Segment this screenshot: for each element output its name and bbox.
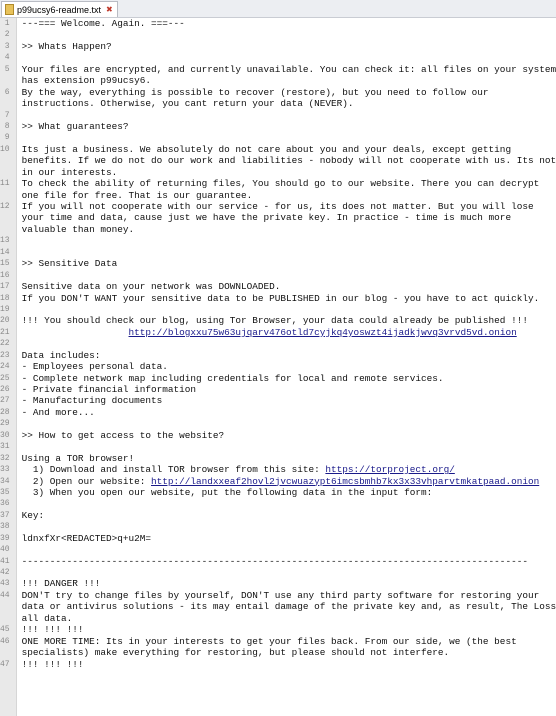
line-text: If you will not cooperate with our service - for us, its does not matter. But you will lose bbox=[21, 201, 534, 212]
text-line bbox=[17, 510, 556, 521]
line-number bbox=[0, 212, 16, 223]
text-line bbox=[17, 624, 556, 635]
line-number: 32 bbox=[0, 453, 10, 463]
line-text: Using a TOR browser! bbox=[21, 452, 135, 464]
tab-title: p99ucsy6-readme.txt bbox=[17, 4, 102, 15]
text-line bbox=[17, 315, 556, 326]
url-link[interactable]: https://torproject.org/ bbox=[325, 464, 455, 476]
text-line bbox=[17, 498, 556, 509]
text-line bbox=[17, 647, 556, 658]
text-line bbox=[17, 464, 556, 475]
line-number: 22 bbox=[0, 339, 10, 349]
text-line bbox=[17, 373, 556, 384]
text-line bbox=[17, 247, 556, 258]
text-line bbox=[17, 590, 556, 601]
line-text: !!! DANGER !!! bbox=[21, 578, 101, 590]
line-number: 6 bbox=[4, 87, 10, 97]
text-line bbox=[17, 75, 556, 86]
line-number: 33 bbox=[0, 465, 10, 475]
line-text: - Complete network map including credentials for local and remote services. bbox=[21, 372, 444, 384]
line-number: 13 bbox=[0, 236, 10, 246]
line-number: 8 bbox=[4, 121, 10, 131]
text-line bbox=[17, 476, 556, 487]
line-number: 5 bbox=[4, 64, 10, 74]
line-number: 34 bbox=[0, 476, 10, 486]
text-line bbox=[17, 281, 556, 292]
line-text: >> Whats Happen? bbox=[21, 40, 112, 52]
line-number: 14 bbox=[0, 247, 10, 257]
line-text: By the way, everything is possible to recover (restore), but you need to follow our bbox=[21, 86, 489, 98]
line-text: - Private financial information bbox=[21, 384, 197, 395]
line-text: ONE MORE TIME: Its in your interests to get your files back. From our side, we (the best bbox=[21, 635, 517, 647]
line-number bbox=[0, 613, 16, 624]
text-line bbox=[17, 338, 556, 349]
line-text: 2) Open our website: bbox=[21, 475, 152, 487]
line-text: >> How to get access to the website? bbox=[21, 429, 225, 441]
line-number: 7 bbox=[4, 110, 10, 120]
text-line bbox=[17, 41, 556, 52]
line-number: 36 bbox=[0, 499, 10, 509]
line-text: one file for free. That is our guarantee. bbox=[21, 189, 253, 201]
line-text: Its just a business. We absolutely do not care about you and your deals, except getting bbox=[21, 143, 512, 155]
text-line bbox=[17, 327, 556, 338]
line-text: !!! !!! !!! bbox=[21, 658, 84, 670]
text-line bbox=[17, 29, 556, 40]
line-text: !!! !!! !!! bbox=[21, 624, 84, 636]
line-text: Sensitive data on your network was DOWNLOADED. bbox=[21, 281, 281, 293]
line-number: 37 bbox=[0, 510, 10, 520]
line-text: If you DON'T WANT your sensitive data to be PUBLISHED in our blog - you have to act quickly. bbox=[21, 292, 540, 304]
text-line bbox=[17, 201, 556, 212]
line-text: all data. bbox=[21, 612, 73, 624]
text-line bbox=[17, 350, 556, 361]
text-line bbox=[17, 64, 556, 75]
line-text: benefits. If we do not do our work and liabilities - nobody will not cooperate with us. Its not bbox=[21, 155, 556, 167]
line-number: 46 bbox=[0, 636, 10, 646]
line-text: Your files are encrypted, and currently unavailable. You can check it: all files on your system bbox=[21, 63, 556, 75]
line-number: 11 bbox=[0, 179, 10, 189]
text-line bbox=[17, 384, 556, 395]
text-line bbox=[17, 567, 556, 578]
line-text: specialists) make everything for restoring, but please should not interfere. bbox=[21, 647, 450, 659]
url-link[interactable]: http://landxxeaf2hovl2jvcwuazypt6imcsbmhb7kx3x33vhparvtmkatpaad.onion bbox=[151, 475, 540, 487]
line-number: 24 bbox=[0, 362, 10, 372]
text-line bbox=[17, 544, 556, 555]
line-number bbox=[0, 167, 16, 178]
text-line bbox=[17, 361, 556, 372]
line-text: - And more... bbox=[21, 406, 95, 418]
line-number: 28 bbox=[0, 407, 10, 417]
line-text: DON'T try to change files by yourself, DON'T use any third party software for restoring your bbox=[21, 589, 540, 601]
line-text: !!! You should check our blog, using Tor Browser, your data could already be published !!! bbox=[21, 315, 528, 327]
line-number: 19 bbox=[0, 304, 10, 314]
text-line bbox=[17, 293, 556, 304]
line-number: 1 bbox=[4, 19, 10, 28]
line-number: 18 bbox=[0, 293, 10, 303]
line-text: ldnxfXr<REDACTED>q+u2M= bbox=[21, 532, 152, 544]
text-line bbox=[17, 212, 556, 223]
text-line bbox=[17, 144, 556, 155]
text-line bbox=[17, 487, 556, 498]
line-number: 21 bbox=[0, 327, 10, 337]
line-number: 45 bbox=[0, 625, 10, 635]
text-line bbox=[17, 407, 556, 418]
line-number: 27 bbox=[0, 396, 10, 406]
text-line bbox=[17, 556, 556, 567]
line-number bbox=[0, 647, 16, 658]
text-line bbox=[17, 52, 556, 63]
line-number: 44 bbox=[0, 590, 10, 600]
text-line bbox=[17, 636, 556, 647]
line-text: >> Sensitive Data bbox=[21, 258, 118, 270]
text-line bbox=[17, 258, 556, 269]
tab-bar bbox=[0, 0, 556, 18]
line-number: 38 bbox=[0, 522, 10, 532]
line-number bbox=[0, 155, 16, 166]
close-icon[interactable]: ✖ bbox=[106, 4, 113, 14]
line-number: 12 bbox=[0, 202, 10, 211]
line-text: - Manufacturing documents bbox=[21, 395, 163, 407]
line-text: ---=== Welcome. Again. ===--- bbox=[21, 18, 185, 29]
text-line bbox=[17, 601, 556, 612]
text-line bbox=[17, 155, 556, 166]
line-text: data or antivirus solutions - its may entail damage of the private key and, as result, The Loss bbox=[21, 601, 556, 613]
line-number-gutter bbox=[0, 18, 17, 716]
line-number: 41 bbox=[0, 556, 10, 566]
line-text: in our interests. bbox=[21, 166, 118, 178]
tab-file[interactable] bbox=[1, 1, 118, 17]
text-content[interactable] bbox=[17, 18, 556, 716]
text-line bbox=[17, 98, 556, 109]
text-file-icon bbox=[5, 4, 14, 15]
line-number: 39 bbox=[0, 533, 10, 543]
text-line bbox=[17, 87, 556, 98]
line-text: instructions. Otherwise, you cant return your data (NEVER). bbox=[21, 98, 354, 110]
line-text: your time and data, cause just we have the private key. In practice - time is much more bbox=[21, 212, 512, 224]
line-number: 25 bbox=[0, 373, 10, 383]
line-number bbox=[0, 98, 16, 109]
text-line bbox=[17, 224, 556, 235]
line-number: 31 bbox=[0, 442, 10, 452]
line-text: Data includes: bbox=[21, 349, 101, 361]
line-text bbox=[22, 327, 129, 338]
line-number: 20 bbox=[0, 316, 10, 326]
text-line bbox=[17, 659, 556, 670]
text-line bbox=[17, 270, 556, 281]
line-text: - Employees personal data. bbox=[21, 361, 168, 373]
line-number: 26 bbox=[0, 385, 10, 394]
line-text: >> What guarantees? bbox=[21, 120, 129, 132]
line-number: 9 bbox=[4, 133, 10, 143]
line-text: 3) When you open our website, put the following data in the input form: bbox=[21, 486, 433, 498]
text-line bbox=[17, 578, 556, 589]
text-line bbox=[17, 235, 556, 246]
line-number: 43 bbox=[0, 579, 10, 589]
text-line bbox=[17, 613, 556, 624]
line-number: 40 bbox=[0, 545, 10, 555]
text-line bbox=[17, 167, 556, 178]
line-text: 1) Download and install TOR browser from this site: bbox=[21, 464, 326, 476]
text-line bbox=[17, 395, 556, 406]
text-line bbox=[17, 441, 556, 452]
text-line bbox=[17, 521, 556, 532]
url-link[interactable]: http://blogxxu75w63ujqarv476otld7cyjkq4yoswzt4ijadkjwvq3vrvd5vd.onion bbox=[128, 326, 517, 338]
line-text: has extension p99ucsy6. bbox=[21, 75, 152, 87]
line-number: 16 bbox=[0, 270, 10, 280]
text-line bbox=[17, 121, 556, 132]
line-number: 30 bbox=[0, 430, 10, 440]
text-line bbox=[17, 533, 556, 544]
line-number: 4 bbox=[4, 53, 10, 63]
text-line bbox=[17, 190, 556, 201]
line-text: Key: bbox=[21, 509, 45, 521]
line-number: 23 bbox=[0, 350, 10, 360]
text-line bbox=[17, 110, 556, 121]
text-line bbox=[17, 430, 556, 441]
line-number bbox=[0, 190, 16, 201]
text-line bbox=[17, 132, 556, 143]
text-line bbox=[17, 178, 556, 189]
line-number: 29 bbox=[0, 419, 10, 429]
line-number: 42 bbox=[0, 568, 10, 577]
line-text: valuable than money. bbox=[21, 223, 135, 235]
text-editor[interactable] bbox=[0, 18, 556, 716]
line-number: 17 bbox=[0, 282, 10, 292]
line-number: 47 bbox=[0, 659, 10, 669]
text-line bbox=[17, 418, 556, 429]
line-number: 35 bbox=[0, 487, 10, 497]
line-number bbox=[0, 601, 16, 612]
text-line bbox=[17, 18, 556, 29]
line-number: 3 bbox=[4, 41, 10, 51]
line-number bbox=[0, 224, 16, 235]
line-text: ------------------------------------------------------------------------------------------ bbox=[21, 555, 528, 567]
line-number: 15 bbox=[0, 259, 10, 269]
line-number bbox=[0, 75, 16, 86]
line-number: 2 bbox=[4, 30, 10, 40]
text-line bbox=[17, 453, 556, 464]
line-number: 10 bbox=[0, 144, 10, 154]
line-text: To check the ability of returning files, You should go to our website. There you can decrypt bbox=[21, 178, 540, 190]
text-line bbox=[17, 304, 556, 315]
